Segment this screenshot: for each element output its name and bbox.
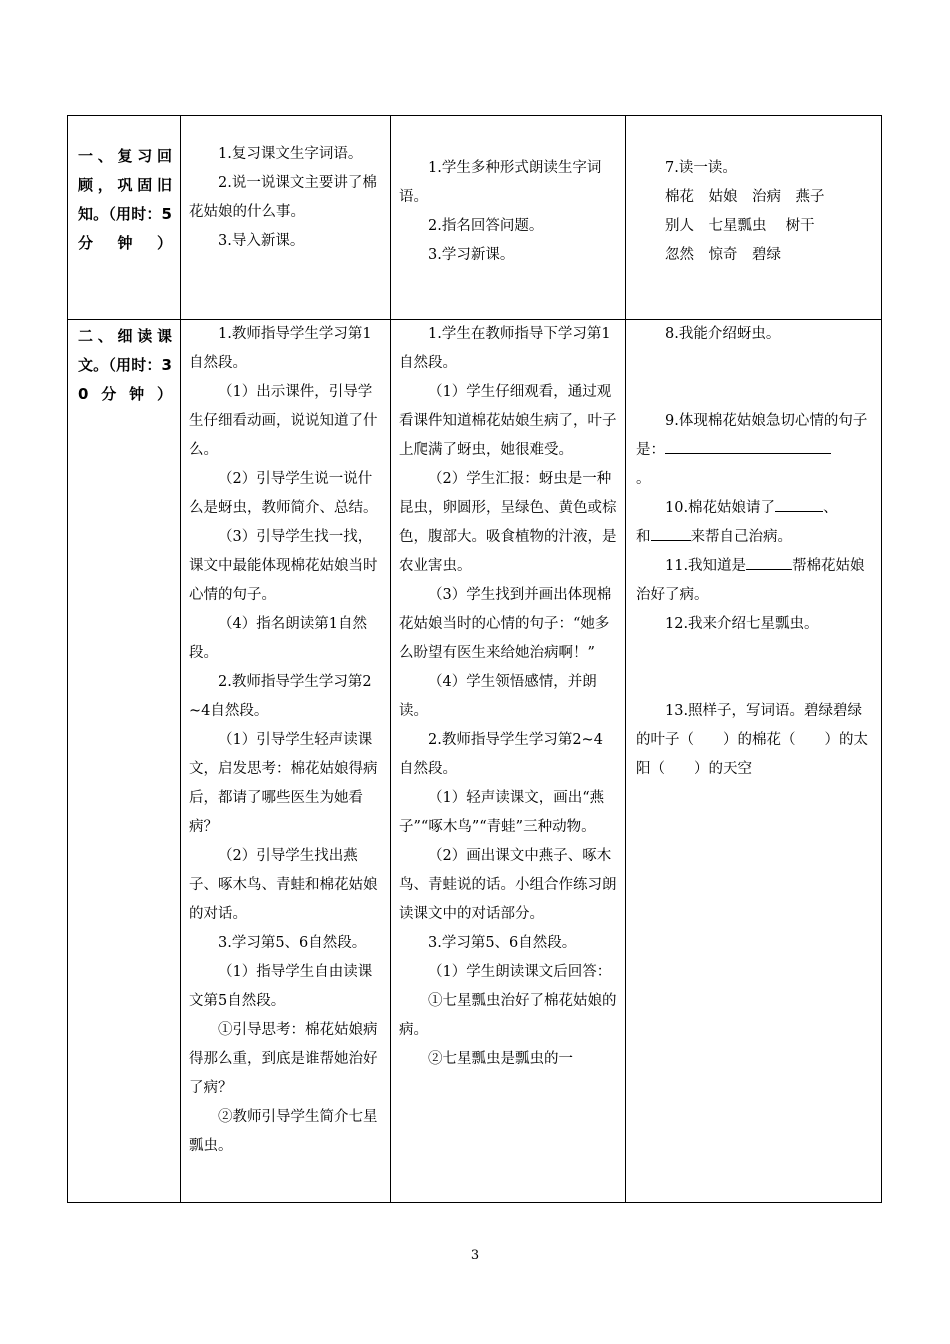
q10-sep: 、 xyxy=(823,500,838,516)
teacher-step: ①引导思考：棉花姑娘病得那么重，到底是谁帮她治好了病？ xyxy=(189,1022,378,1096)
exercise-q11 xyxy=(636,552,873,610)
teacher-step: （1）引导学生轻声读课文，启发思考：棉花姑娘得病后，都请了哪些医生为她看病？ xyxy=(189,732,378,835)
answer-space xyxy=(636,349,873,407)
q9-end: 。 xyxy=(636,471,651,487)
exercise-q9 xyxy=(636,407,873,465)
student-step: （2）学生汇报：蚜虫是一种昆虫，卵圆形，呈绿色、黄色或棕色，腹部大。吸食植物的汁液，是农业害虫。 xyxy=(399,471,617,574)
teacher-step: 1.复习课文生字词语。 xyxy=(218,146,363,162)
exercise-words: 忽然 惊奇 碧绿 xyxy=(665,247,781,263)
table-row xyxy=(68,116,882,320)
student-step: （1）学生朗读课文后回答： xyxy=(428,964,612,980)
teacher-step: 3.导入新课。 xyxy=(218,233,305,249)
q10-text: 10.棉花姑娘请了 xyxy=(665,500,776,516)
answer-blank[interactable] xyxy=(651,525,691,541)
stage-cell xyxy=(68,320,181,1203)
exercise-q13: 13.照样子，写词语。碧绿碧绿的叶子（ ）的棉花（ ）的太阳（ ）的天空 xyxy=(636,703,868,777)
student-activity-cell xyxy=(391,320,626,1203)
page-number: 3 xyxy=(470,1248,480,1263)
exercise-q10 xyxy=(636,494,873,523)
exercise-cell xyxy=(626,116,882,320)
q9-text: 9.体现棉花姑娘急切心情的句子是： xyxy=(636,413,868,458)
student-step: （4）学生领悟感情，并朗读。 xyxy=(399,674,597,719)
teacher-step: 3.学习第5、6自然段。 xyxy=(218,935,367,951)
exercise-title: 7.读一读。 xyxy=(665,160,737,176)
teacher-step: （2）引导学生说一说什么是蚜虫，教师简介、总结。 xyxy=(189,471,378,516)
student-step: 3.学习新课。 xyxy=(428,247,515,263)
exercise-cell xyxy=(626,320,882,1203)
exercise-q10-cont xyxy=(636,523,873,552)
teacher-step: ②教师引导学生简介七星瓢虫。 xyxy=(189,1109,378,1154)
student-step: （2）画出课文中燕子、啄木鸟、青蛙说的话。小组合作练习朗读课文中的对话部分。 xyxy=(399,848,617,922)
teacher-activity-cell xyxy=(181,116,391,320)
student-step: ①七星瓢虫治好了棉花姑娘的病。 xyxy=(399,993,617,1038)
teacher-step: 1.教师指导学生学习第1自然段。 xyxy=(189,326,372,371)
student-activity-cell xyxy=(391,116,626,320)
q10-and: 和 xyxy=(636,529,651,545)
teacher-step: 2.说一说课文主要讲了棉花姑娘的什么事。 xyxy=(189,175,377,220)
student-step: 3.学习第5、6自然段。 xyxy=(428,935,577,951)
exercise-q12: 12.我来介绍七星瓢虫。 xyxy=(665,616,819,632)
exercise-words: 别人 七星瓢虫 树干 xyxy=(665,218,815,234)
stage-title: 二、细读课文。（用时：30分钟） xyxy=(78,327,172,403)
teacher-activity-cell xyxy=(181,320,391,1203)
answer-space xyxy=(636,639,873,697)
q11-end: 帮棉花姑娘治好了病。 xyxy=(636,558,865,603)
answer-blank[interactable] xyxy=(665,438,831,454)
q10-end: 来帮自己治病。 xyxy=(690,529,792,545)
teacher-step: 2.教师指导学生学习第2~4自然段。 xyxy=(189,674,372,719)
lesson-plan-table xyxy=(67,115,882,1203)
student-step: 2.指名回答问题。 xyxy=(428,218,544,234)
teacher-step: （1）指导学生自由读课文第5自然段。 xyxy=(189,964,373,1009)
stage-cell xyxy=(68,116,181,320)
teacher-step: （1）出示课件，引导学生仔细看动画，说说知道了什么。 xyxy=(189,384,378,458)
student-step: （3）学生找到并画出体现棉花姑娘当时的心情的句子：“她多么盼望有医生来给她治病啊！” xyxy=(399,587,612,661)
answer-blank[interactable] xyxy=(746,554,792,570)
stage-title: 一、复习回顾，巩固旧知。（用时：5分钟） xyxy=(78,147,172,252)
teacher-step: （3）引导学生找一找，课文中最能体现棉花姑娘当时心情的句子。 xyxy=(189,529,378,603)
student-step: 1.学生多种形式朗读生字词语。 xyxy=(399,160,602,205)
exercise-words: 棉花 姑娘 治病 燕子 xyxy=(665,189,825,205)
exercise-q8: 8.我能介绍蚜虫。 xyxy=(665,326,781,342)
student-step: 1.学生在教师指导下学习第1自然段。 xyxy=(399,326,611,371)
teacher-step: （2）引导学生找出燕子、啄木鸟、青蛙和棉花姑娘的对话。 xyxy=(189,848,378,922)
student-step: ②七星瓢虫是瓢虫的一 xyxy=(428,1051,573,1067)
student-step: （1）轻声读课文，画出“燕子”“啄木鸟”“青蛙”三种动物。 xyxy=(399,790,605,835)
student-step: 2.教师指导学生学习第2~4自然段。 xyxy=(399,732,603,777)
student-step: （1）学生仔细观看，通过观看课件知道棉花姑娘生病了，叶子上爬满了蚜虫，她很难受。 xyxy=(399,384,617,458)
table-row xyxy=(68,320,882,1203)
teacher-step: （4）指名朗读第1自然段。 xyxy=(189,616,367,661)
q11-text: 11.我知道是 xyxy=(665,558,747,574)
answer-blank[interactable] xyxy=(775,496,823,512)
